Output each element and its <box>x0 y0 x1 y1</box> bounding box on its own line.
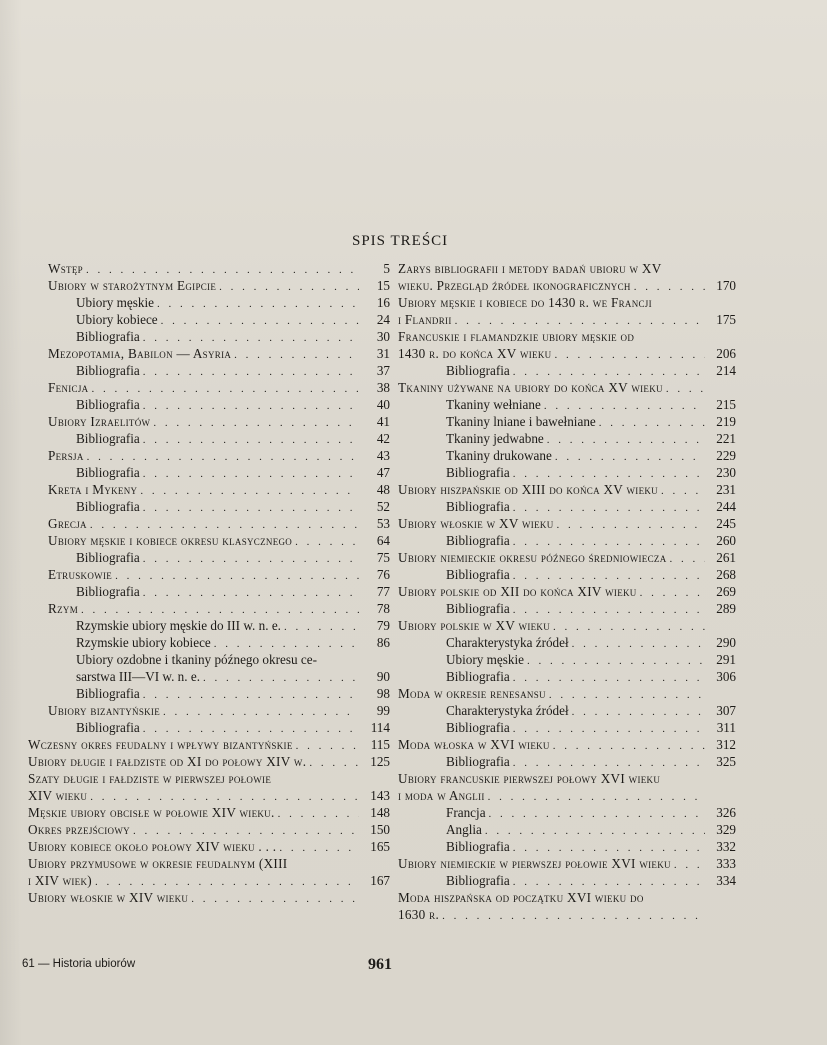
leader-dots <box>640 585 705 602</box>
toc-entry-title: Bibliografia <box>76 363 140 378</box>
toc-entry-title: Kreta i Mykeny <box>48 482 138 497</box>
toc-entry-title: Ubiory męskie i kobiece okresu klasycznego <box>48 533 293 548</box>
toc-entry-title: 1430 r. do końca XV wieku <box>398 346 552 361</box>
leader-dots <box>599 415 705 432</box>
toc-entry <box>28 719 390 736</box>
leader-dots <box>278 806 359 823</box>
toc-entry <box>28 260 390 277</box>
leader-dots <box>553 619 705 636</box>
toc-entry-title-line1: Ubiory ozdobne i tkaniny późnego okresu ce- <box>76 652 317 667</box>
leader-dots <box>547 432 705 449</box>
toc-entry-page: 221 <box>716 431 736 446</box>
toc-entry-page: 43 <box>376 448 390 463</box>
toc-entry <box>398 430 736 447</box>
toc-entry <box>28 855 390 889</box>
leader-dots <box>143 500 359 517</box>
toc-entry <box>398 532 736 549</box>
toc-entry-page: 86 <box>376 635 390 650</box>
toc-entry-title: Bibliografia <box>76 431 140 446</box>
toc-entry <box>28 685 390 702</box>
toc-entry-page: 114 <box>370 720 390 735</box>
toc-entry-title: wieku. Przegląd źródeł ikonograficznych <box>398 278 631 293</box>
toc-entry-title: Tkaniny jedwabne <box>446 431 544 446</box>
toc-entry <box>28 651 390 685</box>
toc-entry-title: Ubiory kobiece około połowy XIV wieku . . . <box>28 839 277 854</box>
toc-entry <box>398 617 736 634</box>
toc-entry-title: Bibliografia <box>446 567 510 582</box>
toc-entry-title: Bibliografia <box>446 669 510 684</box>
toc-entry <box>28 804 390 821</box>
toc-entry-page: 229 <box>716 448 736 463</box>
toc-entry <box>28 617 390 634</box>
toc-entry-title-line1: Ubiory przymusowe w okresie feudalnym (XIII <box>28 856 288 871</box>
toc-entry-page: 244 <box>716 499 736 514</box>
leader-dots <box>485 823 705 840</box>
toc-entry-page: 333 <box>716 856 736 871</box>
toc-entry-title: Ubiory hiszpańskie od XIII do końca XV wieku <box>398 482 658 497</box>
toc-entry-title: Etruskowie <box>48 567 113 582</box>
toc-entry-page: 165 <box>370 839 390 854</box>
toc-entry-title: Bibliografia <box>76 397 140 412</box>
toc-entry-page: 291 <box>716 652 736 667</box>
toc-entry-title: Bibliografia <box>446 533 510 548</box>
toc-entry-page: 5 <box>383 261 390 276</box>
toc-entry-title: Bibliografia <box>76 329 140 344</box>
leader-dots <box>572 636 705 653</box>
leader-dots <box>115 568 359 585</box>
leader-dots <box>140 483 359 500</box>
toc-entry <box>398 651 736 668</box>
toc-entry <box>28 532 390 549</box>
toc-entry <box>398 736 736 753</box>
leader-dots <box>143 687 359 704</box>
leader-dots <box>666 381 705 398</box>
toc-entry-title: Bibliografia <box>446 720 510 735</box>
toc-entry <box>398 549 736 566</box>
toc-entry <box>398 379 736 396</box>
toc-entry-page: 99 <box>376 703 390 718</box>
toc-entry-page: 125 <box>370 754 390 769</box>
toc-entry-title: Wczesny okres feudalny i wpływy bizantyńskie <box>28 737 293 752</box>
toc-entry-title: Tkaniny drukowane <box>446 448 552 463</box>
leader-dots <box>549 687 705 704</box>
toc-entry-page: 37 <box>376 363 390 378</box>
toc-entry-page: 219 <box>716 414 736 429</box>
toc-entry-page: 290 <box>716 635 736 650</box>
leader-dots <box>527 653 705 670</box>
toc-entry-page: 311 <box>716 720 736 735</box>
leader-dots <box>555 449 705 466</box>
toc-left-column <box>28 260 390 906</box>
toc-entry-page: 206 <box>716 346 736 361</box>
toc-entry-title: Tkaniny używane na ubiory do końca XV wieku <box>398 380 663 395</box>
toc-entry-title: Rzym <box>48 601 78 616</box>
toc-entry-title: Ubiory niemieckie okresu późnego średniowiecza <box>398 550 667 565</box>
toc-entry <box>28 328 390 345</box>
leader-dots <box>661 483 705 500</box>
leader-dots <box>143 432 359 449</box>
leader-dots <box>161 313 359 330</box>
page-number: 961 <box>368 956 392 973</box>
toc-entry-page: 115 <box>370 737 390 752</box>
toc-entry-page: 167 <box>370 873 390 888</box>
toc-entry <box>398 328 736 362</box>
toc-entry-title-line1: Szaty długie i fałdziste w pierwszej połowie <box>28 771 272 786</box>
toc-entry <box>28 838 390 855</box>
toc-entry-title: Rzymskie ubiory kobiece <box>76 635 211 650</box>
toc-entry-title: Bibliografia <box>76 550 140 565</box>
toc-entry-page: 150 <box>370 822 390 837</box>
toc-entry <box>28 498 390 515</box>
toc-entry-title: Bibliografia <box>76 686 140 701</box>
toc-entry <box>28 549 390 566</box>
toc-entry <box>398 855 736 872</box>
toc-entry <box>398 447 736 464</box>
toc-entry <box>28 600 390 617</box>
toc-entry <box>28 753 390 770</box>
toc-entry-title: Bibliografia <box>446 873 510 888</box>
toc-entry-title: Okres przejściowy <box>28 822 130 837</box>
toc-entry-title: Bibliografia <box>446 363 510 378</box>
leader-dots <box>143 398 359 415</box>
toc-entry-title: Ubiory bizantyńskie <box>48 703 161 718</box>
toc-entry-title: Bibliografia <box>76 499 140 514</box>
toc-entry <box>398 719 736 736</box>
toc-entry <box>28 294 390 311</box>
toc-entry-title: Męskie ubiory obcisłe w połowie XIV wieku. <box>28 805 275 820</box>
toc-entry-title: Bibliografia <box>76 465 140 480</box>
leader-dots <box>488 789 705 806</box>
toc-entry-page: 31 <box>376 346 390 361</box>
toc-entry-page: 64 <box>376 533 390 548</box>
toc-entry-page: 260 <box>716 533 736 548</box>
toc-entry <box>28 311 390 328</box>
toc-entry-page: 231 <box>716 482 736 497</box>
toc-entry-title: Ubiory niemieckie w pierwszej połowie XVI wieku <box>398 856 671 871</box>
toc-entry-title: Ubiory kobiece <box>76 312 158 327</box>
leader-dots <box>295 534 359 551</box>
toc-entry <box>398 889 736 923</box>
toc-entry-page: 76 <box>376 567 390 582</box>
toc-entry <box>398 668 736 685</box>
toc-entry <box>398 566 736 583</box>
toc-entry-page: 214 <box>716 363 736 378</box>
toc-entry-title: Moda w okresie renesansu <box>398 686 546 701</box>
toc-entry-page: 47 <box>376 465 390 480</box>
toc-entry-title: i Flandrii <box>398 312 452 327</box>
toc-entry <box>398 685 736 702</box>
toc-entry-title: Ubiory długie i fałdziste od XI do połowy XIV w. <box>28 754 307 769</box>
toc-entry-title: Ubiory włoskie w XV wieku <box>398 516 554 531</box>
toc-entry-title: Grecja <box>48 516 87 531</box>
toc-entry <box>28 413 390 430</box>
toc-entry-title: Bibliografia <box>446 465 510 480</box>
toc-entry <box>28 770 390 804</box>
toc-entry-title: 1630 r. <box>398 907 440 922</box>
toc-entry <box>398 872 736 889</box>
toc-entry-title-line1: Zarys bibliografii i metody badań ubioru w XV <box>398 261 662 276</box>
toc-entry-page: 16 <box>376 295 390 310</box>
toc-entry <box>28 396 390 413</box>
toc-entry-title: Charakterystyka źródeł <box>446 635 569 650</box>
toc-entry-title: Bibliografia <box>76 720 140 735</box>
toc-entry-title: Francja <box>446 805 486 820</box>
leader-dots <box>572 704 705 721</box>
toc-entry-title: Rzymskie ubiory męskie do III w. n. e. <box>76 618 281 633</box>
toc-entry <box>398 753 736 770</box>
toc-entry <box>28 566 390 583</box>
leader-dots <box>153 415 359 432</box>
toc-entry-page: 269 <box>716 584 736 599</box>
toc-entry-title-line1: Francuskie i flamandzkie ubiory męskie od <box>398 329 635 344</box>
toc-entry-page: 230 <box>716 465 736 480</box>
toc-entry-page: 98 <box>376 686 390 701</box>
toc-entry <box>398 396 736 413</box>
toc-entry <box>398 702 736 719</box>
signature-mark: 61 — Historia ubiorów <box>22 958 136 970</box>
toc-entry-title: XIV wieku <box>28 788 88 803</box>
toc-entry-page: 329 <box>716 822 736 837</box>
toc-entry <box>28 634 390 651</box>
toc-entry-title: Ubiory męskie <box>76 295 155 310</box>
toc-entry <box>28 277 390 294</box>
toc-entry <box>398 634 736 651</box>
toc-entry <box>398 260 736 294</box>
toc-entry <box>398 413 736 430</box>
toc-entry-page: 268 <box>716 567 736 582</box>
leader-dots <box>554 347 705 364</box>
leader-dots <box>143 585 359 602</box>
toc-entry-page: 24 <box>376 312 390 327</box>
leader-dots <box>157 296 359 313</box>
toc-entry-page: 53 <box>376 516 390 531</box>
toc-entry <box>28 821 390 838</box>
toc-entry-page: 170 <box>716 278 736 293</box>
toc-entry <box>398 362 736 379</box>
toc-entry-page: 261 <box>716 550 736 565</box>
toc-entry-page: 312 <box>716 737 736 752</box>
toc-entry-page: 78 <box>376 601 390 616</box>
toc-entry <box>28 430 390 447</box>
toc-entry <box>28 702 390 719</box>
toc-entry <box>28 736 390 753</box>
toc-entry-title: Ubiory włoskie w XIV wieku <box>28 890 189 905</box>
toc-entry-page: 245 <box>716 516 736 531</box>
toc-entry-page: 332 <box>716 839 736 854</box>
toc-entry-title: i moda w Anglii <box>398 788 485 803</box>
toc-entry-title: Ubiory męskie <box>446 652 525 667</box>
toc-entry-title-line1: Moda hiszpańska od początku XVI wieku do <box>398 890 644 905</box>
toc-entry-page: 148 <box>370 805 390 820</box>
toc-entry-title: Mezopotamia, Babilon — Asyria <box>48 346 232 361</box>
leader-dots <box>234 347 359 364</box>
toc-entry <box>28 515 390 532</box>
toc-right-column <box>398 260 736 923</box>
toc-entry-page: 325 <box>716 754 736 769</box>
toc-entry-title: Wstęp <box>48 261 83 276</box>
toc-entry <box>28 464 390 481</box>
toc-entry-page: 90 <box>376 669 390 684</box>
toc-entry-title: Fenicja <box>48 380 89 395</box>
toc-entry-title: Ubiory polskie w XV wieku <box>398 618 551 633</box>
toc-entry-page: 143 <box>370 788 390 803</box>
leader-dots <box>143 466 359 483</box>
toc-entry <box>398 770 736 804</box>
toc-entry-page: 289 <box>716 601 736 616</box>
toc-entry-title: Ubiory polskie od XII do końca XIV wieku <box>398 584 637 599</box>
toc-entry-title-line1: Ubiory męskie i kobiece do 1430 r. we Francji <box>398 295 652 310</box>
toc-entry-title: i XIV wiek) <box>28 873 92 888</box>
toc-entry <box>28 345 390 362</box>
toc-entry-page: 175 <box>716 312 736 327</box>
toc-entry-title: Bibliografia <box>446 601 510 616</box>
toc-entry <box>28 583 390 600</box>
toc-entry-title: Tkaniny wełniane <box>446 397 541 412</box>
toc-entry-title: Bibliografia <box>76 584 140 599</box>
leader-dots <box>163 704 359 721</box>
toc-entry <box>398 481 736 498</box>
toc-entry-page: 38 <box>376 380 390 395</box>
leader-dots <box>674 857 705 874</box>
leader-dots <box>284 619 359 636</box>
toc-entry <box>398 838 736 855</box>
toc-entry-title: Bibliografia <box>446 754 510 769</box>
toc-entry-page: 79 <box>376 618 390 633</box>
toc-entry-page: 307 <box>716 703 736 718</box>
toc-entry-page: 215 <box>716 397 736 412</box>
toc-entry-page: 48 <box>376 482 390 497</box>
toc-entry-title: Persja <box>48 448 84 463</box>
toc-entry <box>398 821 736 838</box>
toc-entry-title: Bibliografia <box>446 499 510 514</box>
toc-entry <box>28 379 390 396</box>
leader-dots <box>143 364 359 381</box>
leader-dots <box>557 517 706 534</box>
toc-entry <box>28 447 390 464</box>
toc-entry-page: 15 <box>376 278 390 293</box>
toc-entry-page: 75 <box>376 550 390 565</box>
toc-entry <box>398 498 736 515</box>
page-title: SPIS TREŚCI <box>352 233 449 249</box>
leader-dots <box>442 908 705 925</box>
toc-entry <box>398 515 736 532</box>
toc-entry-title: Charakterystyka źródeł <box>446 703 569 718</box>
toc-entry <box>398 804 736 821</box>
toc-entry <box>398 464 736 481</box>
toc-entry-page: 334 <box>716 873 736 888</box>
gutter-shadow <box>0 0 22 1045</box>
toc-entry-page: 41 <box>376 414 390 429</box>
toc-entry <box>28 889 390 906</box>
leader-dots <box>191 891 359 908</box>
toc-entry-title: sarstwa III—VI w. n. e. <box>76 669 201 684</box>
leader-dots <box>553 738 705 755</box>
toc-entry-page: 326 <box>716 805 736 820</box>
leader-dots <box>143 551 359 568</box>
toc-entry-title: Anglia <box>446 822 482 837</box>
toc-entry-page: 40 <box>376 397 390 412</box>
toc-entry <box>398 583 736 600</box>
leader-dots <box>670 551 706 568</box>
toc-entry-page: 42 <box>376 431 390 446</box>
toc-entry-page: 77 <box>376 584 390 599</box>
leader-dots <box>219 279 359 296</box>
toc-entry-title: Ubiory w starożytnym Egipcie <box>48 278 217 293</box>
toc-entry-title-line1: Ubiory francuskie pierwszej połowy XVI wieku <box>398 771 661 786</box>
toc-entry <box>28 481 390 498</box>
toc-entry-page: 52 <box>376 499 390 514</box>
leader-dots <box>489 806 705 823</box>
toc-entry <box>398 294 736 328</box>
toc-entry <box>398 600 736 617</box>
toc-entry-title: Tkaniny lniane i bawełniane <box>446 414 596 429</box>
toc-entry-title: Ubiory Izraelitów <box>48 414 151 429</box>
leader-dots <box>203 670 359 687</box>
toc-entry-title: Bibliografia <box>446 839 510 854</box>
toc-entry-title: Moda włoska w XVI wieku <box>398 737 550 752</box>
toc-entry-page: 30 <box>376 329 390 344</box>
toc-entry-page: 306 <box>716 669 736 684</box>
toc-entry <box>28 362 390 379</box>
